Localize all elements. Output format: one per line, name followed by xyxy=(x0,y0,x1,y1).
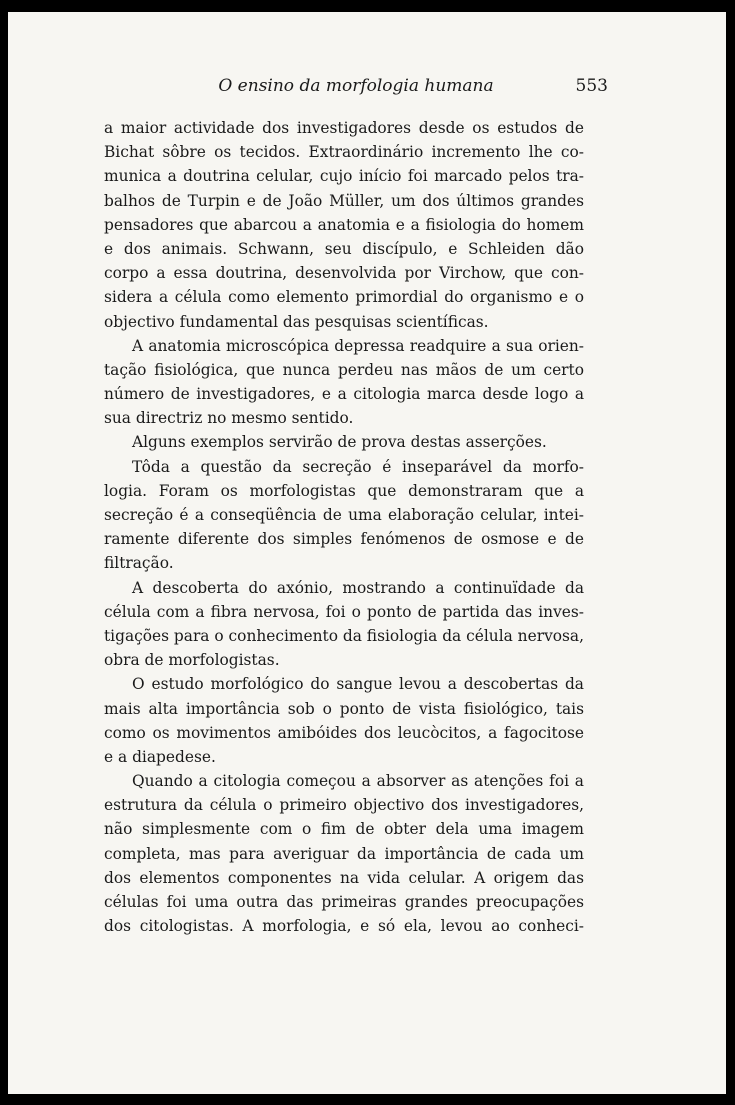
text-line: células foi uma outra das primeiras grandes preocupações xyxy=(104,893,584,911)
paragraph xyxy=(104,116,584,334)
text-line: filtração. xyxy=(104,554,174,573)
text-line: A descoberta do axónio, mostrando a continuïdade da xyxy=(132,578,584,597)
text-line: A anatomia microscópica depressa readquire a sua orien- xyxy=(132,336,584,355)
text-line: e dos animais. Schwann, seu discípulo, e Schleiden dão xyxy=(104,239,584,258)
body-text xyxy=(104,116,584,938)
text-line: corpo a essa doutrina, desenvolvida por Virchow, que con- xyxy=(104,264,584,283)
text-line: balhos de Turpin e de João Müller, um dos últimos grandes xyxy=(104,191,584,210)
paragraph xyxy=(104,455,584,576)
text-line: número de investigadores, e a citologia marca desde logo a xyxy=(104,385,584,404)
text-line: Bichat sôbre os tecidos. Extraordinário incremento lhe co- xyxy=(104,143,584,162)
text-line: obra de morfologistas. xyxy=(104,651,280,670)
text-line: sua directriz no mesmo sentido. xyxy=(104,409,354,428)
text-line: dos elementos componentes na vida celular. A origem das xyxy=(104,868,584,887)
paragraph xyxy=(104,430,584,454)
paragraph xyxy=(104,334,584,431)
text-line: dos citologistas. A morfologia, e só ela, levou ao conheci- xyxy=(104,917,584,936)
paragraph xyxy=(104,672,584,769)
page-header xyxy=(104,76,608,102)
text-line: como os movimentos amibóides dos leucòcitos, a fagocitose xyxy=(104,723,584,742)
text-line: tação fisiológica, que nunca perdeu nas mãos de um certo xyxy=(104,360,584,379)
text-line: secreção é a conseqüência de uma elaboração celular, intei- xyxy=(104,506,584,524)
text-line: Tôda a questão da secreção é inseparável da morfo- xyxy=(132,457,584,476)
page-number: 553 xyxy=(575,76,608,96)
text-line: objectivo fundamental das pesquisas scientíficas. xyxy=(104,312,489,331)
paragraph xyxy=(104,769,584,938)
text-line: munica a doutrina celular, cujo início foi marcado pelos tra- xyxy=(104,167,584,186)
text-line: a maior actividade dos investigadores desde os estudos de xyxy=(104,119,584,137)
text-line: não simplesmente com o fim de obter dela uma imagem xyxy=(104,820,584,839)
paragraph xyxy=(104,576,584,673)
book-page xyxy=(8,12,726,1094)
text-line: O estudo morfológico do sangue levou a descobertas da xyxy=(132,675,584,694)
text-line: estrutura da célula o primeiro objectivo dos investigadores, xyxy=(104,796,584,815)
text-line: sidera a célula como elemento primordial do organismo e o xyxy=(104,288,584,307)
text-line: célula com a fibra nervosa, foi o ponto de partida das inves- xyxy=(104,602,584,621)
text-line: pensadores que abarcou a anatomia e a fisiologia do homem xyxy=(104,215,584,234)
text-line: Quando a citologia começou a absorver as atenções foi a xyxy=(132,772,584,791)
text-line: ramente diferente dos simples fenómenos de osmose e de xyxy=(104,530,584,549)
text-line: e a diapedese. xyxy=(104,747,216,766)
text-line: logia. Foram os morfologistas que demonstraram que a xyxy=(104,481,584,500)
running-title: O ensino da morfologia humana xyxy=(218,76,494,96)
text-line: completa, mas para averiguar da importância de cada um xyxy=(104,844,584,863)
text-line: mais alta importância sob o ponto de vista fisiológico, tais xyxy=(104,699,584,718)
text-line: Alguns exemplos servirão de prova destas asserções. xyxy=(132,433,547,452)
text-line: tigações para o conhecimento da fisiologia da célula nervosa, xyxy=(104,626,584,645)
